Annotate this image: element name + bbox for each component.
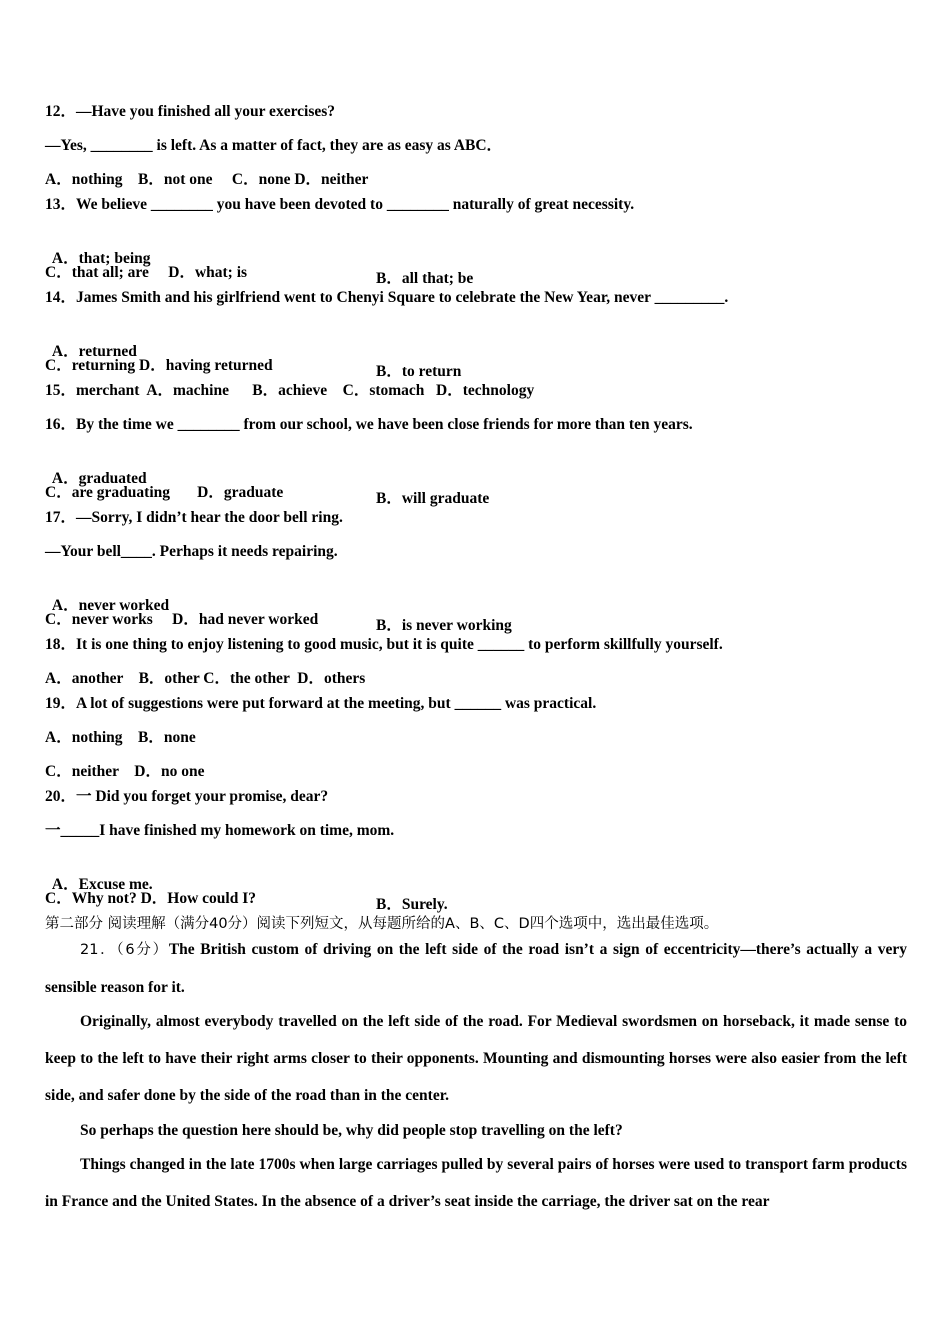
q19-options-cd: C．neither D．no one xyxy=(45,763,205,780)
q19-options-ab: A．nothing B．none xyxy=(45,729,196,746)
q18-options: A．another B．other C．the other D．others xyxy=(45,670,366,687)
q16-option-b: B．will graduate xyxy=(376,490,490,507)
q19-stem: 19．A lot of suggestions were put forward at the meeting, but ______ was practical. xyxy=(45,695,597,712)
q21-paragraph-1 xyxy=(45,931,907,1006)
passage-paragraph-4: Things changed in the late 1700s when large carriages pulled by several pairs of horses were used to transport farm products in France and the United States. In the absence of a driver’s seat inside the carriage, the driver sat on the rear xyxy=(45,1156,907,1210)
q12-answer-line: —Yes, ________ is left. As a matter of fact, they are as easy as ABC． xyxy=(45,137,503,154)
q13-option-a: A．that; being xyxy=(51,250,151,267)
q20-option-a: A．Excuse me. xyxy=(51,876,153,893)
q14-options-cd: C．returning D．having returned xyxy=(45,357,273,374)
q17-answer-line: —Your bell____. Perhaps it needs repairing. xyxy=(45,543,338,560)
part2-heading: 第二部分 阅读理解（满分40分）阅读下列短文，从每题所给的A、B、C、D四个选项中，选出最佳选项。 xyxy=(45,916,719,932)
q17-option-a: A．never worked xyxy=(51,597,170,614)
q15-stem: 15．merchant A．machine B．achieve C．stomach D．technology xyxy=(45,382,535,399)
q13-options-cd: C．that all; are D．what; is xyxy=(45,264,248,281)
q20-stem: 20．一 Did you forget your promise, dear? xyxy=(45,788,329,805)
q12-options: A．nothing B．not one C．none D．neither xyxy=(45,171,369,188)
q12-stem: 12．—Have you finished all your exercises? xyxy=(45,103,336,120)
q20-option-b: B．Surely. xyxy=(376,896,448,913)
q14-option-b: B．to return xyxy=(376,363,462,380)
q17-stem: 17．—Sorry, I didn’t hear the door bell ring. xyxy=(45,509,343,526)
q20-options-cd: C．Why not? D．How could I? xyxy=(45,890,256,907)
q16-option-a: A．graduated xyxy=(51,470,147,487)
q18-stem: 18．It is one thing to enjoy listening to good music, but it is quite ______ to perform skillfully yourself. xyxy=(45,636,723,653)
q17-options-cd: C．never works D．had never worked xyxy=(45,611,319,628)
q13-option-b: B．all that; be xyxy=(376,270,474,287)
q21-text: The British custom of driving on the left side of the road isn’t a sign of eccentricity—there’s actually a very sensible reason for it. xyxy=(45,941,907,996)
q17-option-b: B．is never working xyxy=(376,617,512,634)
q20-answer-line: 一_____I have finished my homework on time, mom. xyxy=(45,822,395,839)
q14-stem: 14．James Smith and his girlfriend went to Chenyi Square to celebrate the New Year, never _________. xyxy=(45,289,729,306)
passage-paragraph-2: Originally, almost everybody travelled on the left side of the road. For Medieval swordsmen on horseback, it made sense to keep to the left to have their right arms closer to their opponents. Mounting and dismounting horses were also easier from the left side, and safer done by the side of the road than in the center. xyxy=(45,1013,907,1104)
passage-paragraph-3: So perhaps the question here should be, why did people stop travelling on the left? xyxy=(80,1122,623,1139)
q16-stem: 16．By the time we ________ from our school, we have been close friends for more than ten years. xyxy=(45,416,693,433)
q16-options-cd: C．are graduating D．graduate xyxy=(45,484,284,501)
q21-number: 21．（6分） xyxy=(80,942,169,958)
q14-option-a: A．returned xyxy=(51,343,137,360)
q13-stem: 13．We believe ________ you have been devoted to ________ naturally of great necessity. xyxy=(45,196,635,213)
